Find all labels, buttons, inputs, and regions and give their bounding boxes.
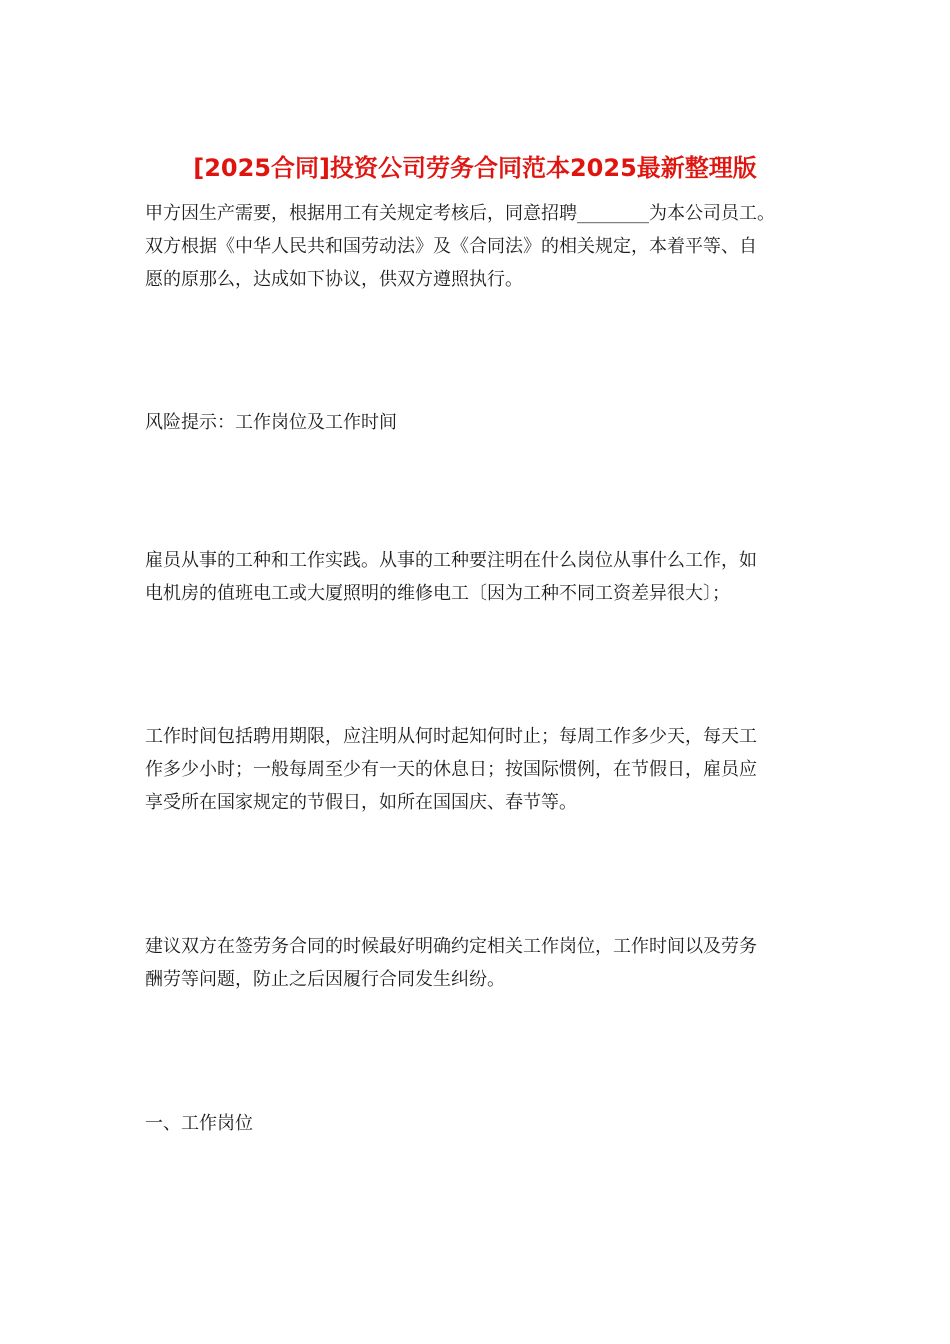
work-time-line-2: 作多少小时；一般每周至少有一天的休息日；按国际惯例，在节假日，雇员应 [145, 759, 757, 780]
job-description-paragraph [145, 544, 805, 610]
document-title: [2025合同]投资公司劳务合同范本2025最新整理版 [193, 154, 757, 182]
intro-paragraph [145, 197, 805, 296]
advice-line-1: 建议双方在签劳务合同的时候最好明确约定相关工作岗位，工作时间以及劳务 [145, 936, 757, 957]
job-desc-line-2: 电机房的值班电工或大厦照明的维修电工〔因为工种不同工资差异很大〕； [145, 583, 730, 604]
work-time-line-1: 工作时间包括聘用期限，应注明从何时起知何时止；每周工作多少天，每天工 [145, 726, 757, 747]
risk-heading-text: 风险提示：工作岗位及工作时间 [145, 412, 397, 433]
risk-heading [145, 406, 805, 439]
advice-paragraph [145, 930, 805, 996]
section-heading-one [145, 1107, 805, 1140]
intro-line-2: 双方根据《中华人民共和国劳动法》及《合同法》的相关规定，本着平等、自 [145, 236, 757, 257]
job-desc-line-1: 雇员从事的工种和工作实践。从事的工种要注明在什么岗位从事什么工作，如 [145, 550, 757, 571]
work-time-paragraph [145, 720, 805, 819]
intro-line-1: 甲方因生产需要，根据用工有关规定考核后，同意招聘________为本公司员工。 [145, 203, 775, 224]
advice-line-2: 酬劳等问题，防止之后因履行合同发生纠纷。 [145, 969, 505, 990]
work-time-line-3: 享受所在国家规定的节假日，如所在国国庆、春节等。 [145, 792, 577, 813]
intro-line-3: 愿的原那么，达成如下协议，供双方遵照执行。 [145, 269, 523, 290]
section-one-text: 一、工作岗位 [145, 1113, 253, 1134]
